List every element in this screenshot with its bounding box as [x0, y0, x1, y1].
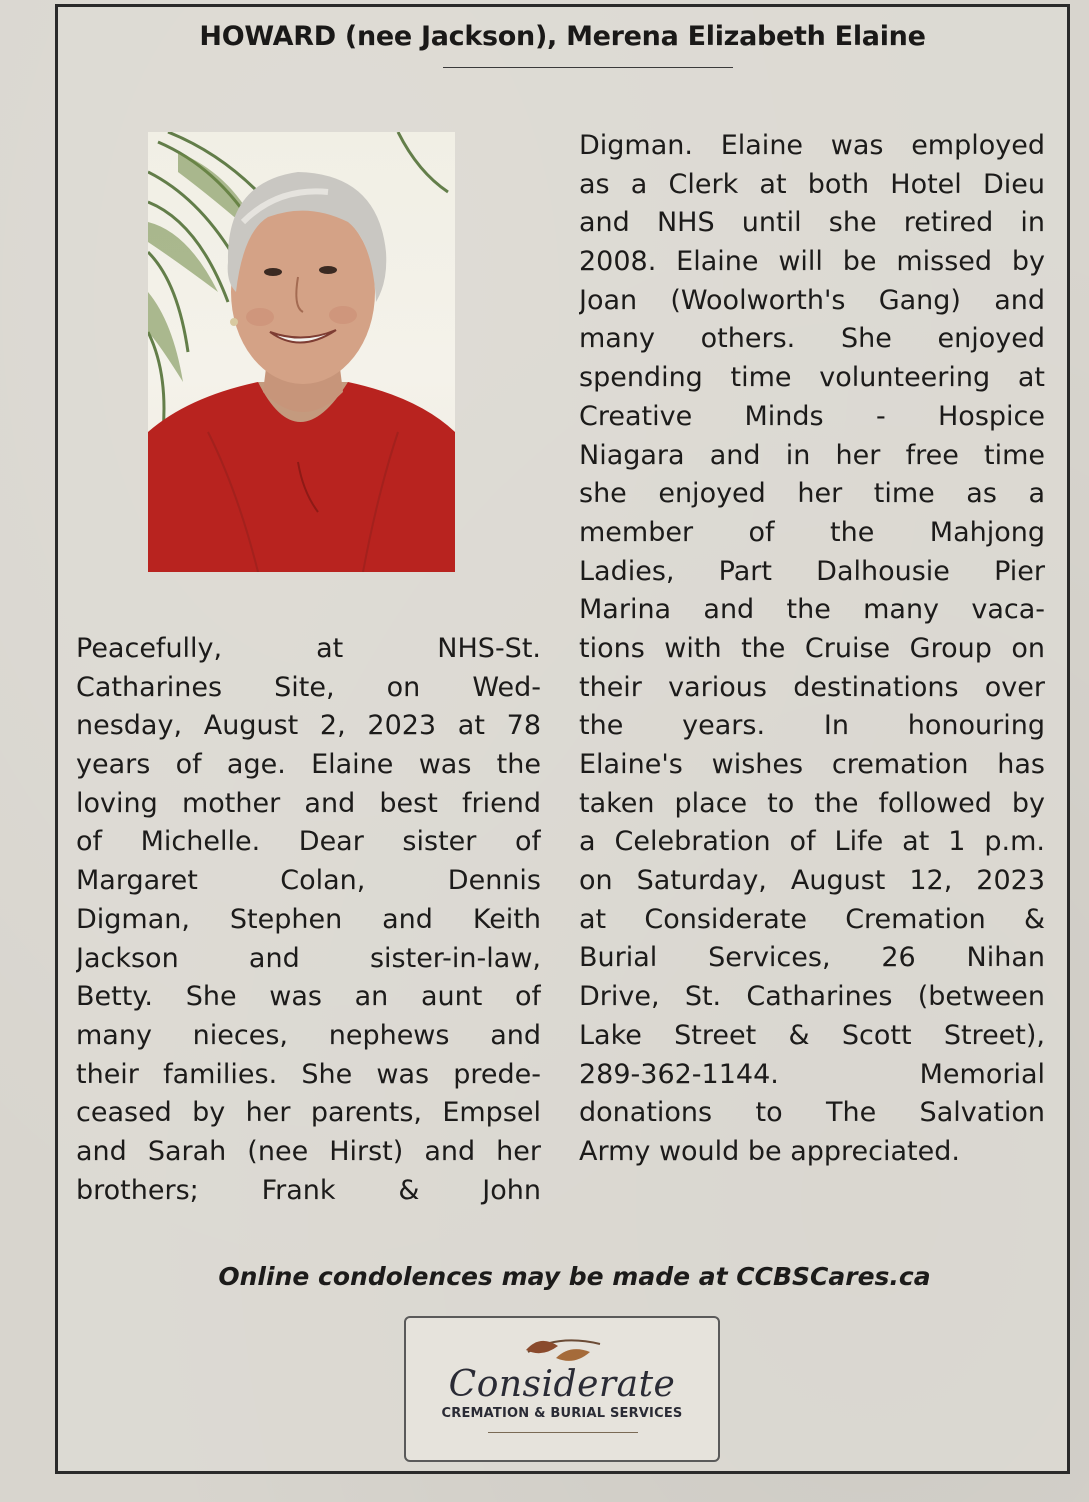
- right-line: many others. She enjoyed: [579, 323, 1045, 355]
- left-line: their families. She was prede-: [76, 1058, 541, 1090]
- left-line: and Sarah (nee Hirst) and her: [76, 1135, 541, 1167]
- right-line: taken place to the followed by: [579, 787, 1045, 819]
- right-line: Elaine's wishes cremation has: [579, 749, 1045, 780]
- left-line: many nieces, nephews and: [76, 1019, 541, 1051]
- right-line: Army would be appreciated.: [579, 1135, 960, 1167]
- online-condolences-note: Online condolences may be made at CCBSCares.ca: [218, 1262, 931, 1291]
- right-line: Drive, St. Catharines (between: [579, 981, 1045, 1013]
- left-text-column: [76, 630, 541, 1210]
- left-line: of Michelle. Dear sister of: [76, 826, 541, 858]
- logo-subtitle: CREMATION & BURIAL SERVICES: [441, 1406, 683, 1421]
- right-line: tions with the Cruise Group on: [579, 632, 1045, 664]
- left-line: Catharines Site, on Wed-: [76, 671, 541, 703]
- right-line: member of the Mahjong: [579, 516, 1045, 548]
- right-line: 2008. Elaine will be missed by: [579, 246, 1045, 278]
- right-line: a Celebration of Life at 1 p.m.: [579, 826, 1045, 858]
- left-line: Digman, Stephen and Keith: [76, 903, 541, 935]
- funeral-home-logo: [404, 1316, 720, 1462]
- right-line: Marina and the many vaca-: [579, 594, 1045, 626]
- title-divider: [443, 67, 733, 68]
- left-line: loving mother and best friend: [76, 787, 541, 819]
- right-line: Lake Street & Scott Street),: [579, 1019, 1045, 1051]
- right-line: donations to The Salvation: [579, 1097, 1045, 1129]
- right-line: she enjoyed her time as a: [579, 478, 1045, 510]
- obituary-title: HOWARD (nee Jackson), Merena Elizabeth Elaine: [199, 21, 926, 52]
- right-text-column: [579, 127, 1045, 1172]
- left-line: Jackson and sister-in-law,: [76, 942, 541, 974]
- logo-underline: [488, 1432, 638, 1433]
- left-line: Margaret Colan, Dennis: [76, 865, 541, 897]
- right-line: 289-362-1144. Memorial: [579, 1058, 1045, 1090]
- left-line: Betty. She was an aunt of: [76, 981, 541, 1013]
- left-line: Peacefully, at NHS-St.: [76, 633, 541, 664]
- right-line: Niagara and in her free time: [579, 439, 1045, 471]
- logo-script-name: Considerate: [448, 1364, 676, 1405]
- right-line: Creative Minds - Hospice: [579, 400, 1045, 432]
- portrait-photo: [148, 132, 455, 572]
- right-line: the years. In honouring: [579, 710, 1045, 742]
- left-line: nesday, August 2, 2023 at 78: [76, 710, 541, 742]
- right-line: at Considerate Cremation &: [579, 903, 1045, 935]
- right-line: spending time volunteering at: [579, 362, 1045, 394]
- right-line: and NHS until she retired in: [579, 207, 1045, 239]
- left-line: brothers; Frank & John: [76, 1174, 541, 1206]
- right-line: Joan (Woolworth's Gang) and: [579, 284, 1045, 316]
- right-line: Burial Services, 26 Nihan: [579, 942, 1045, 974]
- right-line: as a Clerk at both Hotel Dieu: [579, 168, 1045, 200]
- right-line: Digman. Elaine was employed: [579, 130, 1045, 161]
- right-line: Ladies, Part Dalhousie Pier: [579, 555, 1045, 587]
- left-line: years of age. Elaine was the: [76, 749, 541, 781]
- left-line: ceased by her parents, Empsel: [76, 1097, 541, 1129]
- right-line: their various destinations over: [579, 671, 1045, 703]
- right-line: on Saturday, August 12, 2023: [579, 865, 1045, 897]
